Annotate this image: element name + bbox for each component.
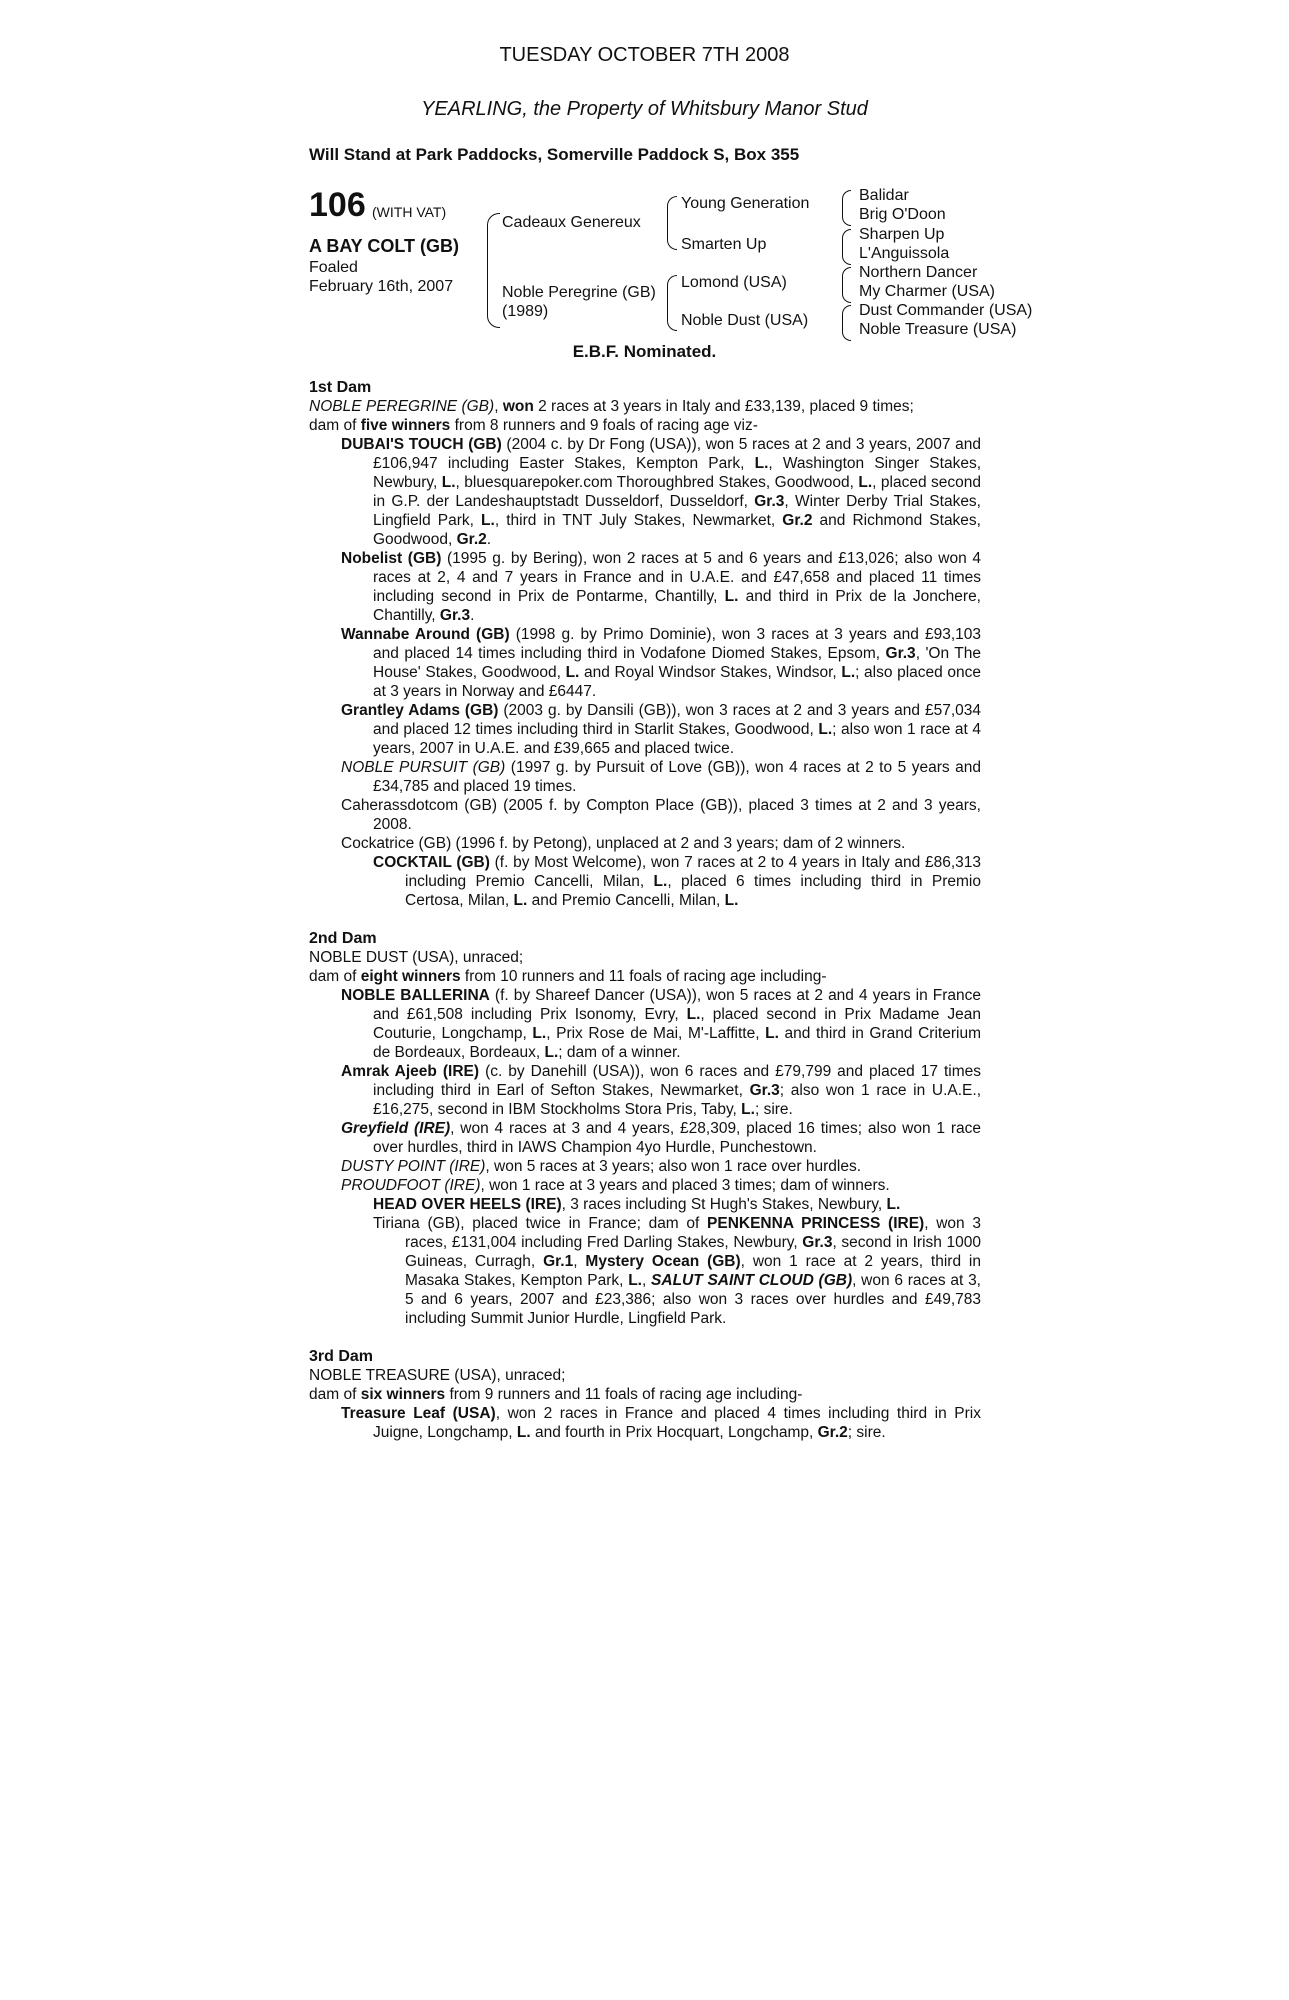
produce-entry: Caherassdotcom (GB) (2005 f. by Compton Place (GB)), placed 3 times at 2 and 3 years, 2008. [341,797,981,833]
second-dam-line1: NOBLE DUST (USA), unraced; [309,949,524,966]
brace-gen3-2 [842,229,851,265]
produce-record [309,378,981,1442]
sire-dam: Smarten Up [681,236,767,253]
brace-sire-parents [667,196,677,250]
third-dam-heading: 3rd Dam [309,1348,374,1365]
dsd: My Charmer (USA) [859,283,996,300]
first-dam-line1: NOBLE PEREGRINE (GB), won 2 races at 3 years in Italy and £33,139, placed 9 times; [309,398,914,415]
produce-entry: NOBLE PURSUIT (GB) (1997 g. by Pursuit of Love (GB)), won 4 races at 2 to 5 years and £34,785 and placed 19 times. [341,759,981,795]
ssd: Brig O'Doon [859,206,946,223]
dam-year: (1989) [502,303,549,320]
produce-entry: Cockatrice (GB) (1996 f. by Petong), unplaced at 2 and 3 years; dam of 2 winners. [341,835,906,852]
third-dam-line2: dam of six winners from 9 runners and 11 foals of racing age including- [309,1386,803,1403]
brace-dam-parents [667,275,677,331]
horse-name: A BAY COLT (GB) [309,236,460,256]
produce-entry: HEAD OVER HEELS (IRE), 3 races including St Hugh's Stakes, Newbury, L. [373,1196,901,1213]
sale-date: TUESDAY OCTOBER 7TH 2008 [499,44,790,66]
produce-entry: DUBAI'S TOUCH (GB) (2004 c. by Dr Fong (USA)), won 5 races at 2 and 3 years, 2007 and £106,947 including Easter Stakes, Kempton Park, L., Washington Singer Stakes, Newbury, L., bluesquarepoker.com Thoroughbred Stakes, Goodwood, L., placed second in G.P. der Landeshauptstadt Dusseldorf, Dusseldorf, Gr.3, Winter Derby Trial Stakes, Lingfield Park, L., third in TNT July Stakes, Newmarket, Gr.2 and Richmond Stakes, Goodwood, Gr.2. [341,436,982,548]
dam: Noble Peregrine (GB) [502,284,656,301]
lot-subtitle: YEARLING, the Property of Whitsbury Manor Stud [421,98,868,120]
sds: Sharpen Up [859,226,945,243]
sire: Cadeaux Genereux [502,214,641,231]
produce-entry: COCKTAIL (GB) (f. by Most Welcome), won 7 races at 2 to 4 years in Italy and £86,313 including Premio Cancelli, Milan, L., placed 6 times including third in Premio Certosa, Milan, L. and Premio Cancelli, Milan, L. [373,854,981,909]
dss: Northern Dancer [859,264,978,281]
brace-sire-dam [487,213,500,328]
second-dam-line2: dam of eight winners from 10 runners and 11 foals of racing age including- [309,968,827,985]
ebf-nomination: E.B.F. Nominated. [572,342,717,361]
ddd: Noble Treasure (USA) [859,321,1017,338]
brace-gen3-4 [842,305,851,341]
produce-entry: Wannabe Around (GB) (1998 g. by Primo Dominie), won 3 races at 3 years and £93,103 and placed 14 times including third in Vodafone Diomed Stakes, Epsom, Gr.3, 'On The House' Stakes, Goodwood, L. and Royal Windsor Stakes, Windsor, L.; also placed once at 3 years in Norway and £6447. [341,626,982,700]
foaled-label: Foaled [309,259,358,276]
foaled-date: February 16th, 2007 [309,278,454,295]
produce-entry: Greyfield (IRE), won 4 races at 3 and 4 years, £28,309, placed 16 times; also won 1 race over hurdles, third in IAWS Champion 4yo Hurdle, Punchestown. [341,1120,981,1156]
second-dam-heading: 2nd Dam [309,930,377,947]
produce-entry: Nobelist (GB) (1995 g. by Bering), won 2 races at 5 and 6 years and £13,026; also won 4 races at 2, 4 and 7 years in France and in U.A.E. and £47,658 and placed 11 times including second in Prix de Pontarme, Chantilly, L. and third in Prix de la Jonchere, Chantilly, Gr.3. [341,550,981,624]
produce-entry: Amrak Ajeeb (IRE) (c. by Danehill (USA)), won 6 races and £79,799 and placed 17 times including third in Earl of Sefton Stakes, Newmarket, Gr.3; also won 1 race in U.A.E., £16,275, second in IBM Stockholms Stora Pris, Taby, L.; sire. [341,1063,982,1118]
first-dam-heading: 1st Dam [309,379,372,396]
stand-location: Will Stand at Park Paddocks, Somerville Paddock S, Box 355 [309,145,800,164]
third-dam-line1: NOBLE TREASURE (USA), unraced; [309,1367,566,1384]
brace-gen3-3 [842,267,851,303]
produce-entry: Tiriana (GB), placed twice in France; dam of PENKENNA PRINCESS (IRE), won 3 races, £131,004 including Fred Darling Stakes, Newbury, Gr.3, second in Irish 1000 Guineas, Curragh, Gr.1, Mystery Ocean (GB), won 1 race at 2 years, third in Masaka Stakes, Kempton Park, L., SALUT SAINT CLOUD (GB), won 6 races at 3, 5 and 6 years, 2007 and £23,386; also won 3 races over hurdles and £49,783 including Summit Junior Hurdle, Lingfield Park. [373,1215,981,1327]
lot-number: 106 [309,186,366,224]
brace-gen3-1 [842,190,851,226]
produce-entry: PROUDFOOT (IRE), won 1 race at 3 years and placed 3 times; dam of winners. [341,1177,890,1194]
produce-entry: Grantley Adams (GB) (2003 g. by Dansili (GB)), won 3 races at 2 and 3 years and £57,034 and placed 12 times including third in Starlit Stakes, Goodwood, L.; also won 1 race at 4 years, 2007 in U.A.E. and £39,665 and placed twice. [341,702,981,757]
sss: Balidar [859,187,909,204]
dds: Dust Commander (USA) [859,302,1033,319]
sdd: L'Anguissola [859,245,950,262]
produce-entry: DUSTY POINT (IRE), won 5 races at 3 years; also won 1 race over hurdles. [341,1158,862,1175]
dam-sire: Lomond (USA) [681,274,787,291]
produce-entry: NOBLE BALLERINA (f. by Shareef Dancer (USA)), won 5 races at 2 and 4 years in France and £61,508 including Prix Isonomy, Evry, L., placed second in Prix Madame Jean Couturie, Longchamp, L., Prix Rose de Mai, M'-Laffitte, L. and third in Grand Criterium de Bordeaux, Bordeaux, L.; dam of a winner. [341,987,981,1061]
produce-entry: Treasure Leaf (USA), won 2 races in France and placed 4 times including third in Prix Juigne, Longchamp, L. and fourth in Prix Hocquart, Longchamp, Gr.2; sire. [341,1405,981,1441]
first-dam-line2: dam of five winners from 8 runners and 9 foals of racing age viz- [309,417,758,434]
dam-dam: Noble Dust (USA) [681,312,809,329]
vat-note: (WITH VAT) [372,204,447,220]
sire-sire: Young Generation [681,195,810,212]
